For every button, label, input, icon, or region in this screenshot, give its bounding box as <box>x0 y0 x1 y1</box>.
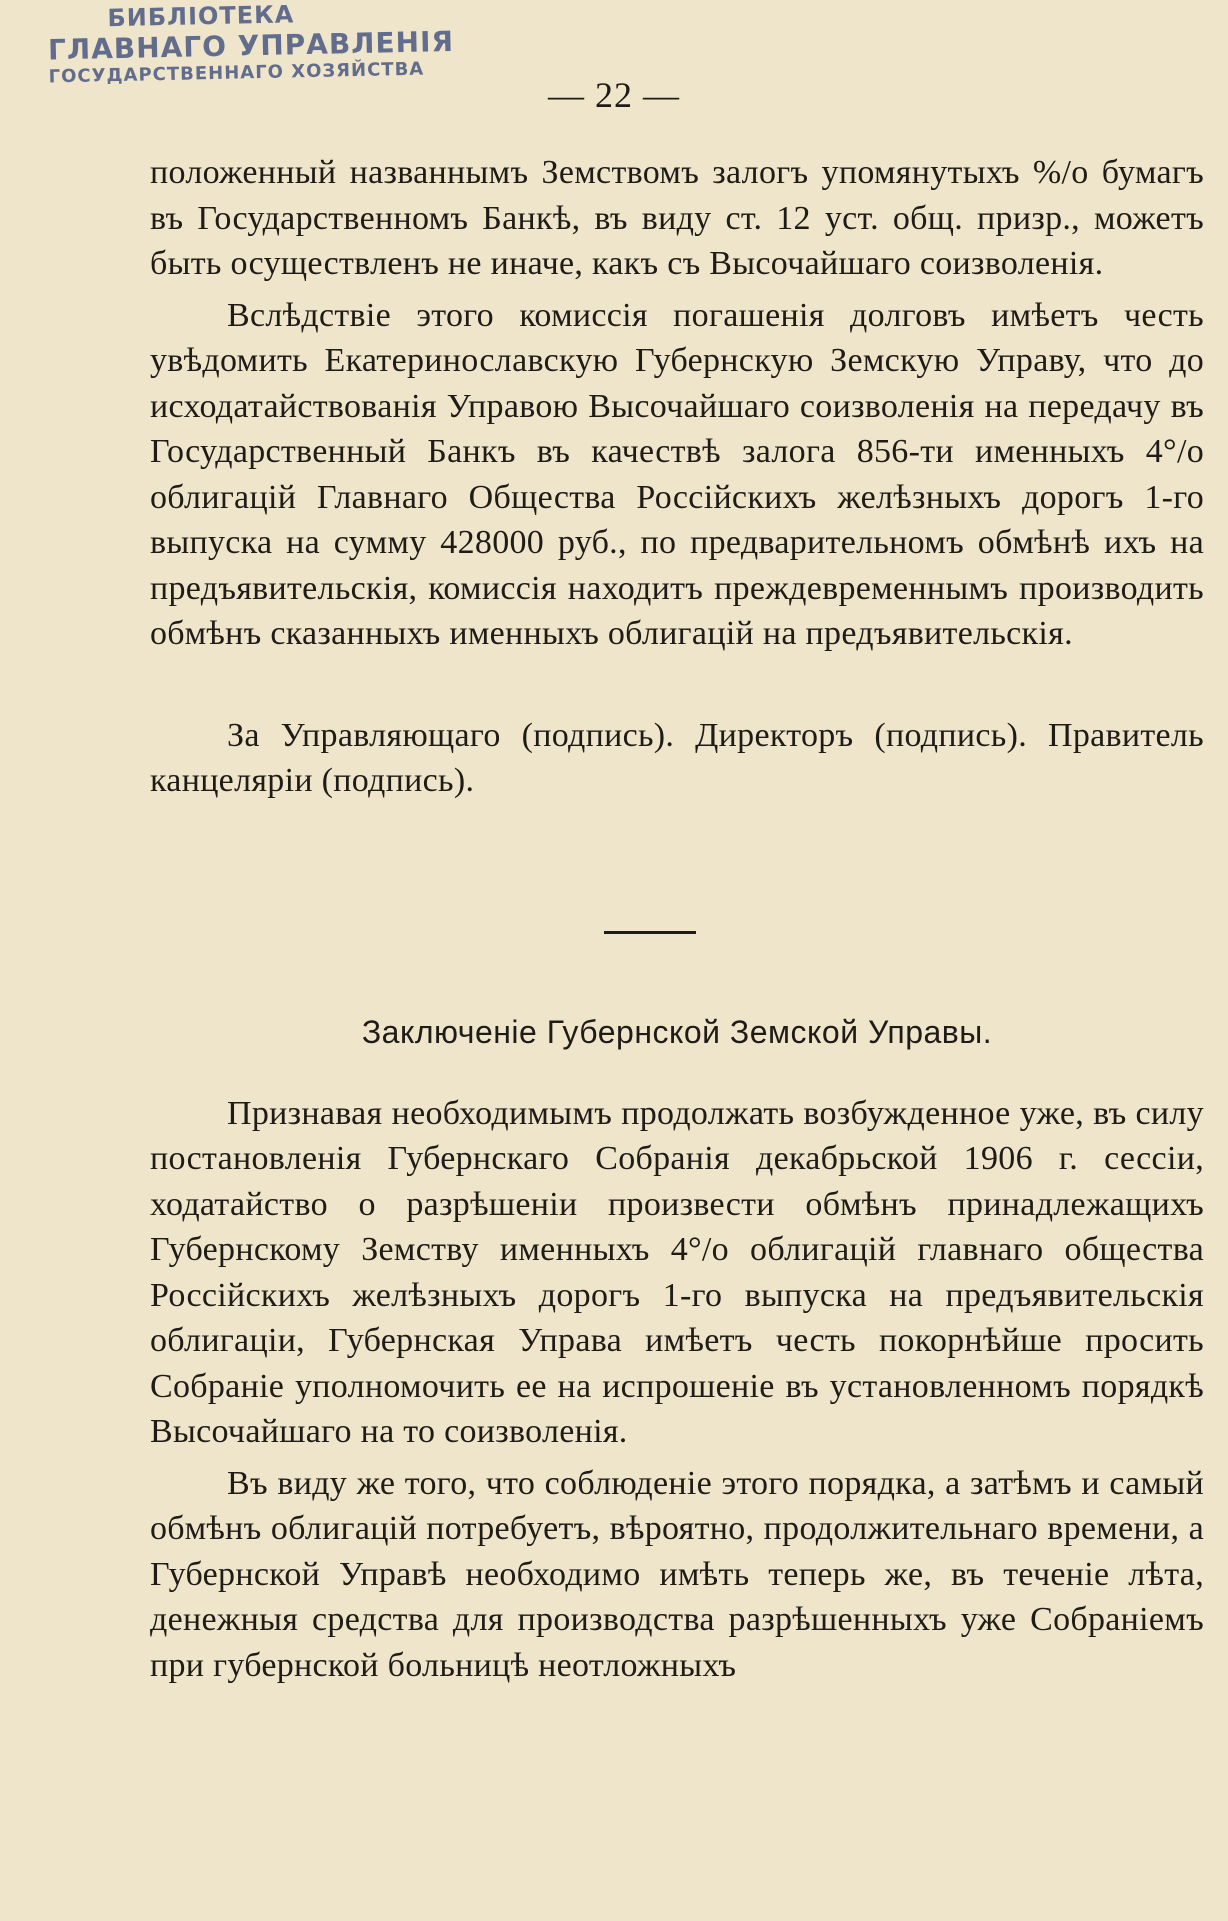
paragraph-signatures: За Управляющаго (подпись). Директоръ (подпись). Правитель канцеляріи (подпись). <box>150 716 1204 799</box>
section-divider <box>604 931 696 934</box>
stamp-line-1: БИБЛIОТЕКА <box>107 0 295 33</box>
page-number: — 22 — <box>548 75 680 115</box>
paragraph-conclusion: Признавая необходимымъ продолжать возбужденное уже, въ силу постановленія Губернскаго Собранія декабрьской 1906 г. сессіи, ходатайство о разрѣшеніи произвести обмѣнъ принадлежащихъ Губернскому Земству именныхъ 4°/о облигацій главнаго общества Россійскихъ желѣзныхъ дорогъ 1-го выпуска на предъявительскія облигаціи, Губернская Управа имѣетъ честь покорнѣйше просить Собраніе уполномочить ее на испрошеніе въ установленномъ порядкѣ Высочайшаго на то соизволенія. <box>150 1094 1204 1450</box>
paragraph-continuation-conclusion: Въ виду же того, что соблюденіе этого порядка, а затѣмъ и самый обмѣнъ облигацій потребуетъ, вѣроятно, продолжительнаго времени, а Губернской Управѣ необходимо имѣть теперь же, въ теченіе лѣта, денежныя средства для производства разрѣшенныхъ уже Собраніемъ при губернской больницѣ неотложныхъ <box>150 1464 1204 1684</box>
page-content <box>150 150 1204 1688</box>
stamp-line-3: ГОСУДАРСТВЕННАГО ХОЗЯЙСТВА <box>48 58 425 88</box>
paragraph-continuation: положенный названнымъ Земствомъ залогъ упомянутыхъ %/о бумагъ въ Государственномъ Банкѣ, въ виду ст. 12 уст. общ. призр., можетъ быть осуществленъ не иначе, какъ съ Высочайшаго соизволенія. <box>150 154 1204 282</box>
stamp-line-2: ГЛАВНАГО УПРАВЛЕНIЯ <box>47 24 455 67</box>
section-title: Заключеніе Губернской Земской Управы. <box>361 1013 993 1050</box>
paragraph-commission-notice: Вслѣдствіе этого комиссія погашенія долговъ имѣетъ честь увѣдомить Екатеринославскую Губернскую Земскую Управу, что до исходатайствованія Управою Высочайшаго соизволенія на передачу въ Государственный Банкъ въ качествѣ залога 856-ти именныхъ 4°/о облигацій Главнаго Общества Россійскихъ желѣзныхъ дорогъ 1-го выпуска на сумму 428000 руб., по предварительномъ обмѣнѣ ихъ на предъявительскія, комиссія находитъ преждевременнымъ производить обмѣнъ сказанныхъ именныхъ облигацій на предъявительскія. <box>150 296 1204 652</box>
